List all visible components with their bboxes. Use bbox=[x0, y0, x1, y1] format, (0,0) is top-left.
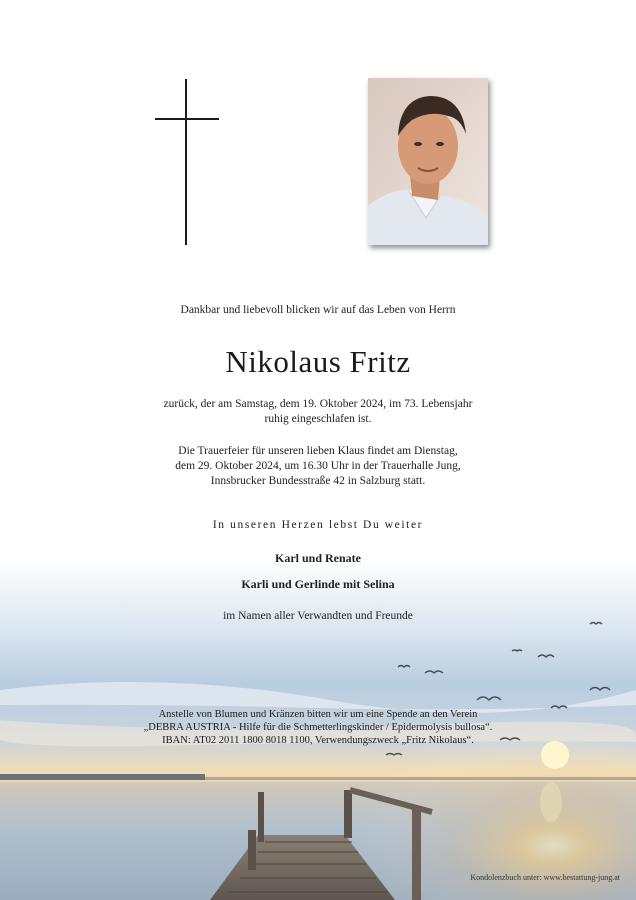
intro-text: Dankbar und liebevoll blicken wir auf das Leben von Herrn bbox=[180, 304, 456, 316]
condolence-link[interactable]: Kondolenzbuch unter: www.bestattung-jung.at bbox=[470, 873, 620, 882]
donation-text bbox=[0, 708, 636, 747]
passing-line: zurück, der am Samstag, dem 19. Oktober 2024, im 73. Lebensjahr bbox=[163, 398, 473, 410]
passing-line: ruhig eingeschlafen ist. bbox=[264, 413, 372, 425]
funeral-line: Die Trauerfeier für unseren lieben Klaus findet am Dienstag, bbox=[178, 445, 458, 457]
deceased-name: Nikolaus Fritz bbox=[225, 344, 411, 379]
portrait-photo bbox=[368, 78, 488, 245]
relatives-text: im Namen aller Verwandten und Freunde bbox=[223, 610, 413, 622]
funeral-text bbox=[0, 444, 636, 489]
donation-line: IBAN: AT02 2011 1800 8018 1100, Verwendungszweck „Fritz Nikolaus“. bbox=[162, 735, 474, 746]
family-member: Karli und Gerlinde mit Selina bbox=[241, 577, 395, 591]
passing-text bbox=[0, 397, 636, 427]
donation-line: „DEBRA AUSTRIA - Hilfe für die Schmetterlingskinder / Epidermolysis bullosa“. bbox=[143, 722, 493, 733]
cross-icon bbox=[155, 79, 219, 245]
funeral-line: dem 29. Oktober 2024, um 16.30 Uhr in der Trauerhalle Jung, bbox=[175, 460, 461, 472]
funeral-line: Innsbrucker Bundesstraße 42 in Salzburg statt. bbox=[210, 475, 426, 487]
family-member: Karl und Renate bbox=[274, 551, 361, 565]
motto-text: In unseren Herzen lebst Du weiter bbox=[212, 519, 424, 531]
donation-line: Anstelle von Blumen und Kränzen bitten wir um eine Spende an den Verein bbox=[158, 709, 478, 720]
